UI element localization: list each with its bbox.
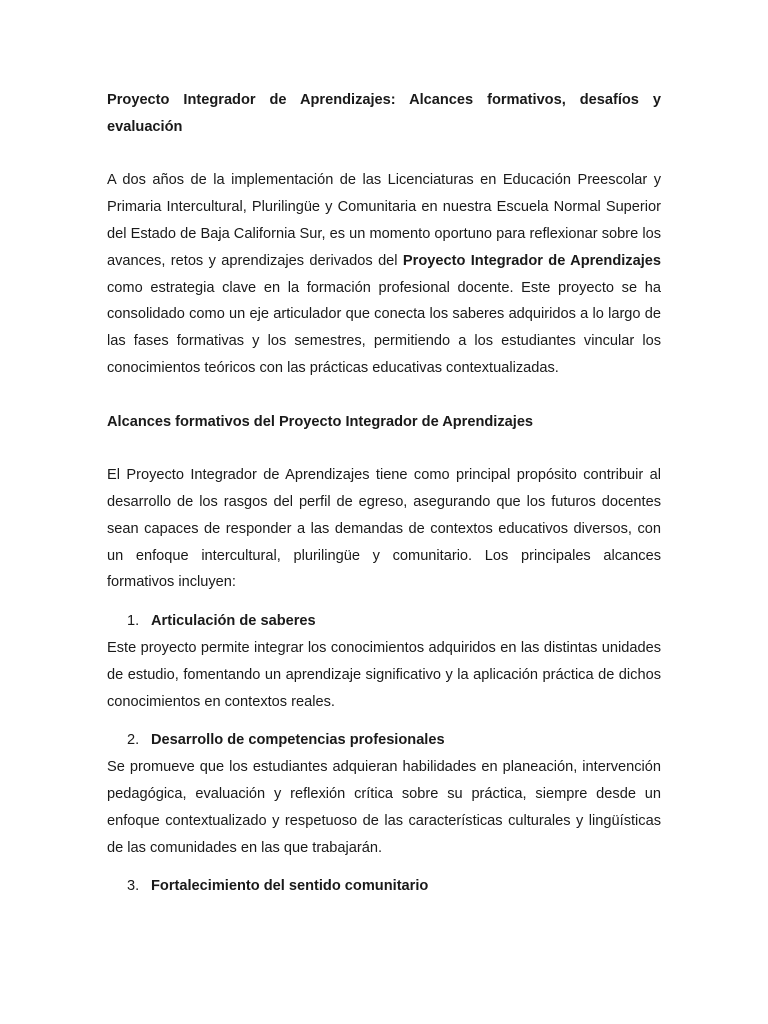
list-item-3-number: 3. — [127, 878, 140, 895]
list-item-3-heading — [107, 873, 661, 900]
section-heading: Alcances formativos del Proyecto Integrador de Aprendizajes — [107, 413, 534, 430]
list-item-2-title: Desarrollo de competencias profesionales — [151, 732, 445, 749]
intro-bold-phrase: Proyecto Integrador de Aprendizajes — [402, 252, 661, 269]
list-item-1-text: Este proyecto permite integrar los conocimientos adquiridos en las distintas unidades de estudio, fomentando un aprendizaje significativo y la aplicación práctica de dichos conocimientos en contextos reales. — [107, 639, 661, 710]
list-item-2-heading — [107, 727, 661, 754]
intro-text-part2: como estrategia clave en la formación profesional docente. Este proyecto se ha consolidado como un eje articulador que conecta los saberes adquiridos a lo largo de las fases formativas y los semestres, permitiendo a los estudiantes vincular los conocimientos teóricos con las prácticas educativas contextualizadas. — [107, 279, 661, 376]
list-item-1-number: 1. — [127, 613, 140, 630]
list-item-1-heading — [107, 608, 661, 635]
document-page — [107, 87, 661, 900]
intro-paragraph — [107, 167, 661, 381]
list-item-1-title: Articulación de saberes — [151, 613, 316, 630]
section-paragraph: El Proyecto Integrador de Aprendizajes tiene como principal propósito contribuir al desarrollo de los rasgos del perfil de egreso, asegurando que los futuros docentes sean capaces de responder a las demandas de contextos educativos diversos, con un enfoque intercultural, plurilingüe y comunitario. Los principales alcances formativos incluyen: — [107, 467, 661, 591]
intro-text-part1: A dos años de la implementación de las Licenciaturas en Educación Preescolar y Primaria Intercultural, Plurilingüe y Comunitaria en nuestra Escuela Normal Superior del Estado de Baja California Sur, es un momento oportuno para reflexionar sobre los avances, retos y aprendizajes derivados del — [107, 172, 661, 269]
document-title: Proyecto Integrador de Aprendizajes: Alcances formativos, desafíos y evaluación — [107, 92, 661, 135]
list-item-3-title: Fortalecimiento del sentido comunitario — [151, 878, 429, 895]
list-item-2-number: 2. — [127, 732, 140, 749]
list-item-2-text: Se promueve que los estudiantes adquieran habilidades en planeación, intervención pedagógica, evaluación y reflexión crítica sobre su práctica, siempre desde un enfoque contextualizado y respetuoso de las características culturales y lingüísticas de las comunidades en las que trabajarán. — [107, 759, 661, 856]
